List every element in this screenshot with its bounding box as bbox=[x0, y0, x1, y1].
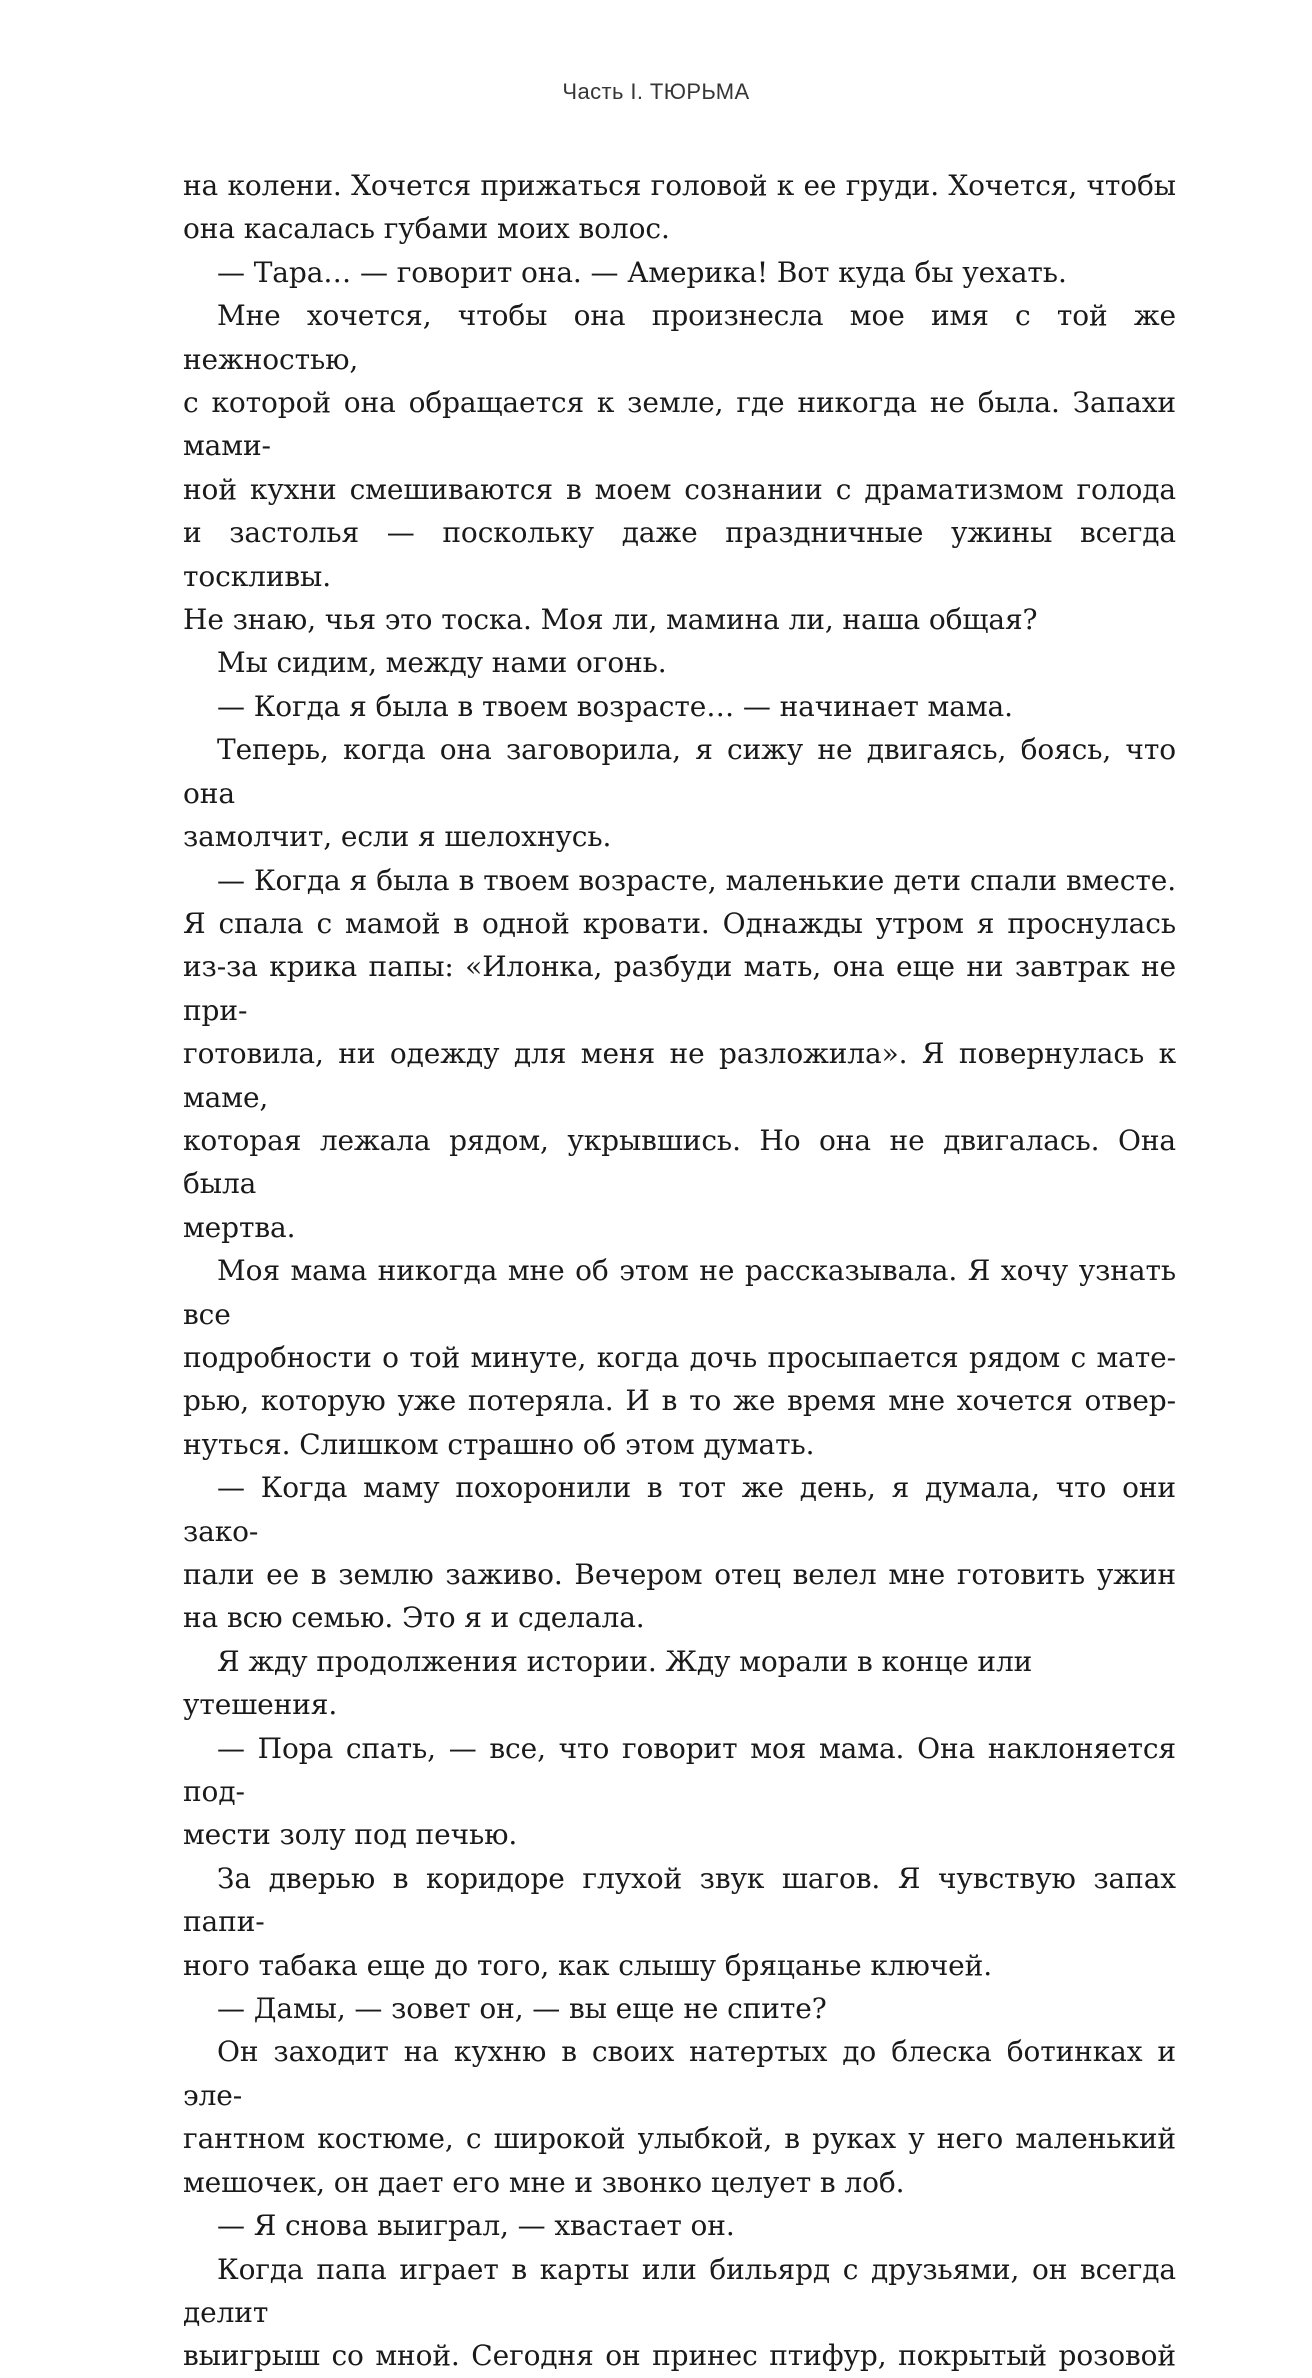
text-line: замолчит, если я шелохнусь. bbox=[183, 820, 612, 854]
text-line: ной кухни смешиваются в моем сознании с драматизмом голода bbox=[183, 472, 1176, 506]
paragraph bbox=[183, 685, 1176, 728]
running-header: Часть I. ТЮРЬМА bbox=[562, 79, 750, 104]
paragraph bbox=[183, 294, 1176, 641]
paragraph bbox=[183, 164, 1176, 251]
text-line: Теперь, когда она заговорила, я сижу не двигаясь, боясь, что она bbox=[183, 733, 1176, 810]
text-line: Когда папа играет в карты или бильярд с друзьями, он всегда делит bbox=[183, 2252, 1176, 2329]
text-line: пали ее в землю заживо. Вечером отец велел мне готовить ужин bbox=[183, 1558, 1176, 1591]
paragraph bbox=[183, 1727, 1176, 1857]
paragraph bbox=[183, 1987, 1176, 2030]
paragraph bbox=[183, 1640, 1176, 1727]
text-line: Я спала с мамой в одной кровати. Однажды утром я проснулась bbox=[183, 906, 1176, 940]
text-line: рью, которую уже потеряла. И в то же время мне хочется отвер- bbox=[183, 1384, 1176, 1418]
text-line: на всю семью. Это я и сделала. bbox=[183, 1601, 645, 1635]
text-line: Он заходит на кухню в своих натертых до блеска ботинках и эле- bbox=[183, 2035, 1176, 2112]
text-line: она касалась губами моих волос. bbox=[183, 212, 670, 246]
paragraph bbox=[183, 859, 1176, 1250]
text-line: готовила, ни одежду для меня не разложила». Я повернулась к маме, bbox=[183, 1037, 1176, 1114]
paragraph bbox=[183, 2030, 1176, 2204]
paragraph bbox=[183, 728, 1176, 858]
text-line: мертва. bbox=[183, 1210, 296, 1244]
text-line: которая лежала рядом, укрывшись. Но она не двигалась. Она была bbox=[183, 1123, 1176, 1201]
text-line: Я жду продолжения истории. Жду морали в конце или утешения. bbox=[183, 1644, 1033, 1722]
text-line: с которой она обращается к земле, где никогда не была. Запахи мами- bbox=[183, 386, 1176, 463]
text-line: Не знаю, чья это тоска. Моя ли, мамина ли, наша общая? bbox=[183, 603, 1038, 637]
text-line: из-за крика папы: «Илонка, разбуди мать, она еще ни завтрак не при- bbox=[183, 950, 1176, 1027]
text-line: ного табака еще до того, как слышу бряцанье ключей. bbox=[183, 1948, 993, 1982]
text-line: и застолья — поскольку даже праздничные ужины всегда тоскливы. bbox=[183, 516, 1176, 593]
text-line: — Тара… — говорит она. — Америка! Вот куда бы уехать. bbox=[217, 255, 1067, 289]
paragraph bbox=[183, 1466, 1176, 1640]
paragraph bbox=[183, 641, 1176, 684]
text-line: мести золу под печью. bbox=[183, 1818, 518, 1852]
paragraph bbox=[183, 1857, 1176, 1987]
text-line: — Я снова выиграл, — хвастает он. bbox=[217, 2209, 735, 2243]
text-line: — Когда я была в твоем возрасте… — начинает мама. bbox=[217, 689, 1013, 723]
text-line: За дверью в коридоре глухой звук шагов. Я чувствую запах папи- bbox=[183, 1861, 1176, 1939]
text-line: — Когда я была в твоем возрасте, маленькие дети спали вместе. bbox=[217, 863, 1176, 897]
text-line: выигрыш со мной. Сегодня он принес птифур, покрытый розовой bbox=[183, 2339, 1176, 2373]
text-line: на колени. Хочется прижаться головой к ее груди. Хочется, чтобы bbox=[183, 169, 1176, 202]
text-line: подробности о той минуте, когда дочь просыпается рядом с мате- bbox=[183, 1340, 1176, 1374]
text-block bbox=[183, 164, 1176, 2378]
text-line: Мне хочется, чтобы она произнесла мое имя с той же нежностью, bbox=[183, 299, 1176, 376]
text-line: нуться. Слишком страшно об этом думать. bbox=[183, 1427, 815, 1461]
text-line: — Дамы, — зовет он, — вы еще не спите? bbox=[217, 1992, 827, 2026]
paragraph bbox=[183, 2204, 1176, 2247]
paragraph bbox=[183, 2248, 1176, 2378]
text-line: — Когда маму похоронили в тот же день, я думала, что они зако- bbox=[183, 1471, 1176, 1548]
paragraph bbox=[183, 251, 1176, 294]
text-line: — Пора спать, — все, что говорит моя мама. Она наклоняется под- bbox=[183, 1731, 1176, 1809]
text-line: Мы сидим, между нами огонь. bbox=[217, 646, 667, 680]
text-line: мешочек, он дает его мне и звонко целует в лоб. bbox=[183, 2165, 905, 2199]
paragraph bbox=[183, 1249, 1176, 1466]
text-line: гантном костюме, с широкой улыбкой, в руках у него маленький bbox=[183, 2122, 1176, 2156]
text-line: Моя мама никогда мне об этом не рассказывала. Я хочу узнать все bbox=[183, 1254, 1176, 1331]
